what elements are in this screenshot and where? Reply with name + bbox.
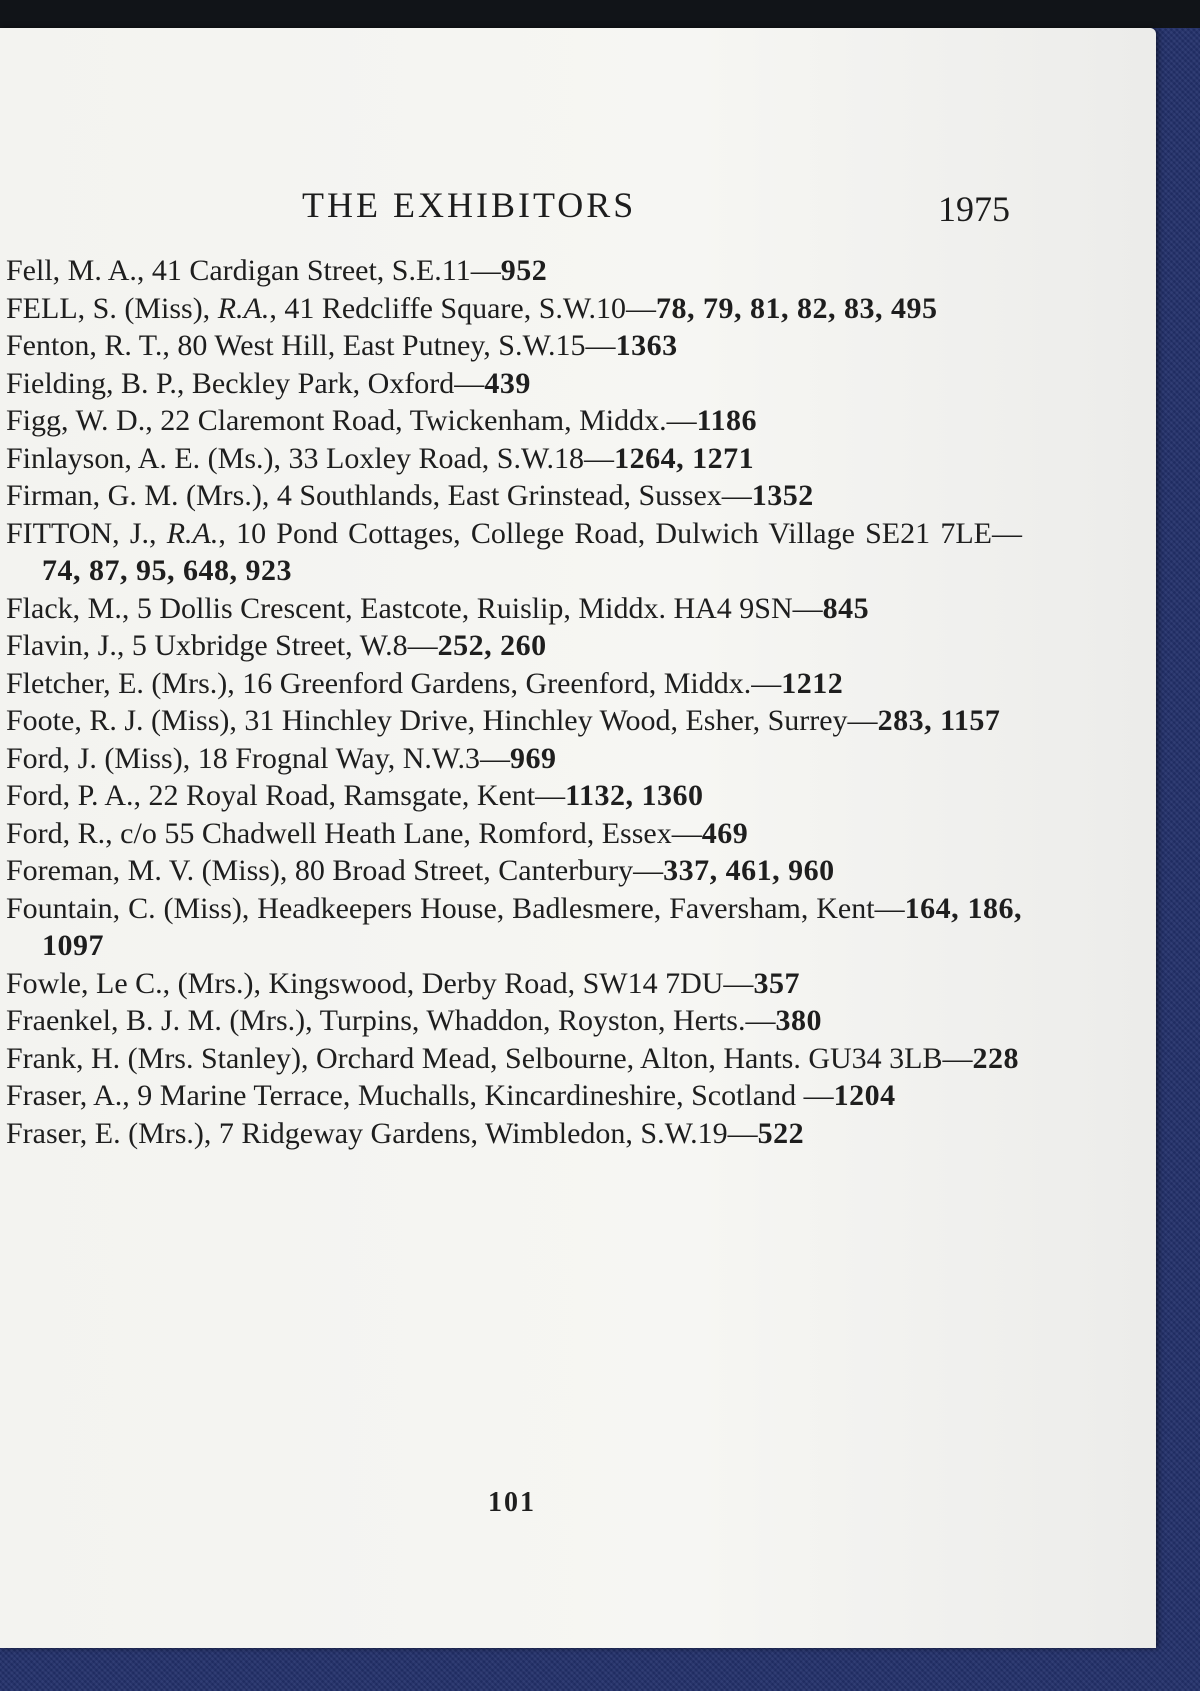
entry-text: Ford, P. A., 22 Royal Road, Ramsgate, Kent— bbox=[6, 779, 566, 812]
exhibitor-entry bbox=[6, 740, 1022, 778]
exhibitor-entry bbox=[6, 777, 1022, 815]
entry-catalogue-numbers: 1352 bbox=[751, 479, 814, 512]
entry-text: Foreman, M. V. (Miss), 80 Broad Street, Canterbury— bbox=[6, 854, 664, 887]
entry-catalogue-numbers: 469 bbox=[701, 816, 749, 850]
entry-catalogue-numbers: 283, 1157 bbox=[877, 704, 1001, 737]
exhibitor-entry bbox=[6, 1002, 1022, 1040]
entry-text: Finlayson, A. E. (Ms.), 33 Loxley Road, S.W.18— bbox=[6, 441, 615, 475]
entry-catalogue-numbers: 1132, 1360 bbox=[565, 779, 704, 812]
exhibitor-entry bbox=[6, 627, 1022, 665]
entry-text: Frank, H. (Mrs. Stanley), Orchard Mead, Selbourne, Alton, Hants. GU34 3LB— bbox=[6, 1041, 973, 1075]
entry-catalogue-numbers: 522 bbox=[757, 1116, 805, 1150]
exhibitor-list bbox=[6, 252, 1022, 1152]
page-number: 101 bbox=[488, 1487, 536, 1518]
entry-catalogue-numbers: 337, 461, 960 bbox=[663, 854, 835, 887]
entry-text-continued: , 10 Pond Cottages, College Road, Dulwich Village SE21 7LE— bbox=[218, 516, 1022, 550]
exhibitor-entry bbox=[6, 402, 1022, 440]
exhibitor-entry bbox=[6, 1077, 1022, 1115]
entry-text-continued: , 41 Redcliffe Square, S.W.10— bbox=[269, 291, 656, 325]
entry-catalogue-numbers: 164, 186, 1097 bbox=[42, 891, 1022, 962]
running-head bbox=[0, 156, 1020, 229]
entry-text: Fraser, A., 9 Marine Terrace, Muchalls, Kincardineshire, Scotland — bbox=[6, 1079, 834, 1112]
entry-text: Fraser, E. (Mrs.), 7 Ridgeway Gardens, Wimbledon, S.W.19— bbox=[6, 1116, 758, 1150]
entry-catalogue-numbers: 969 bbox=[509, 741, 557, 775]
exhibitor-entry bbox=[6, 852, 1022, 890]
background-edge bbox=[0, 0, 1200, 28]
entry-catalogue-numbers: 1204 bbox=[833, 1079, 896, 1112]
entry-text: Fielding, B. P., Beckley Park, Oxford— bbox=[6, 366, 485, 400]
entry-text: Ford, J. (Miss), 18 Frognal Way, N.W.3— bbox=[6, 741, 510, 775]
entry-text: Figg, W. D., 22 Claremont Road, Twickenham, Middx.— bbox=[6, 404, 697, 437]
entry-catalogue-numbers: 1186 bbox=[696, 404, 758, 437]
entry-catalogue-numbers: 228 bbox=[972, 1041, 1020, 1075]
entry-text: Foote, R. J. (Miss), 31 Hinchley Drive, Hinchley Wood, Esher, Surrey— bbox=[6, 704, 878, 737]
entry-honour: R.A. bbox=[217, 291, 270, 325]
exhibitor-entry bbox=[6, 1040, 1022, 1078]
exhibitor-entry bbox=[6, 515, 1022, 590]
running-head-title: THE EXHIBITORS bbox=[302, 185, 637, 225]
exhibitor-entry bbox=[6, 327, 1022, 365]
running-head-year: 1975 bbox=[938, 189, 1010, 229]
entry-catalogue-numbers: 357 bbox=[753, 966, 800, 1000]
entry-text: Fountain, C. (Miss), Headkeepers House, Badlesmere, Faversham, Kent— bbox=[6, 891, 905, 925]
entry-honour: R.A. bbox=[166, 516, 219, 550]
entry-text: Fenton, R. T., 80 West Hill, East Putney, S.W.15— bbox=[6, 329, 616, 362]
entry-catalogue-numbers: 952 bbox=[500, 254, 548, 287]
exhibitor-entry bbox=[6, 440, 1022, 478]
book-page bbox=[0, 28, 1156, 1648]
entry-text: Fell, M. A., 41 Cardigan Street, S.E.11— bbox=[6, 254, 501, 287]
entry-text: Flavin, J., 5 Uxbridge Street, W.8— bbox=[6, 629, 438, 662]
entry-text: FELL, S. (Miss), bbox=[6, 291, 218, 325]
entry-text: Flack, M., 5 Dollis Crescent, Eastcote, Ruislip, Middx. HA4 9SN— bbox=[6, 591, 823, 625]
entry-catalogue-numbers: 78, 79, 81, 82, 83, 495 bbox=[655, 291, 938, 325]
entry-catalogue-numbers: 1363 bbox=[615, 329, 678, 362]
exhibitor-entry bbox=[6, 477, 1022, 515]
entry-catalogue-numbers: 252, 260 bbox=[437, 629, 547, 662]
exhibitor-entry bbox=[6, 365, 1022, 403]
exhibitor-entry bbox=[6, 890, 1022, 965]
exhibitor-entry bbox=[6, 290, 1022, 328]
entry-catalogue-numbers: 1212 bbox=[781, 666, 844, 700]
entry-catalogue-numbers: 845 bbox=[822, 591, 870, 625]
entry-text: Fraenkel, B. J. M. (Mrs.), Turpins, Whaddon, Royston, Herts.— bbox=[6, 1004, 776, 1037]
entry-text: FITTON, J., bbox=[6, 516, 167, 550]
exhibitor-entry bbox=[6, 1115, 1022, 1153]
entry-text: Fletcher, E. (Mrs.), 16 Greenford Gardens, Greenford, Middx.— bbox=[6, 666, 782, 700]
entry-text: Fowle, Le C., (Mrs.), Kingswood, Derby Road, SW14 7DU— bbox=[6, 966, 754, 1000]
exhibitor-entry bbox=[6, 815, 1022, 853]
entry-catalogue-numbers: 74, 87, 95, 648, 923 bbox=[42, 554, 292, 587]
exhibitor-entry bbox=[6, 702, 1022, 740]
exhibitor-entry bbox=[6, 252, 1022, 290]
entry-text: Ford, R., c/o 55 Chadwell Heath Lane, Romford, Essex— bbox=[6, 816, 702, 850]
exhibitor-entry bbox=[6, 590, 1022, 628]
entry-catalogue-numbers: 380 bbox=[775, 1004, 822, 1037]
exhibitor-entry bbox=[6, 665, 1022, 703]
exhibitor-entry bbox=[6, 965, 1022, 1003]
entry-text: Firman, G. M. (Mrs.), 4 Southlands, East Grinstead, Sussex— bbox=[6, 479, 752, 512]
entry-catalogue-numbers: 1264, 1271 bbox=[614, 441, 755, 475]
entry-catalogue-numbers: 439 bbox=[484, 366, 531, 400]
